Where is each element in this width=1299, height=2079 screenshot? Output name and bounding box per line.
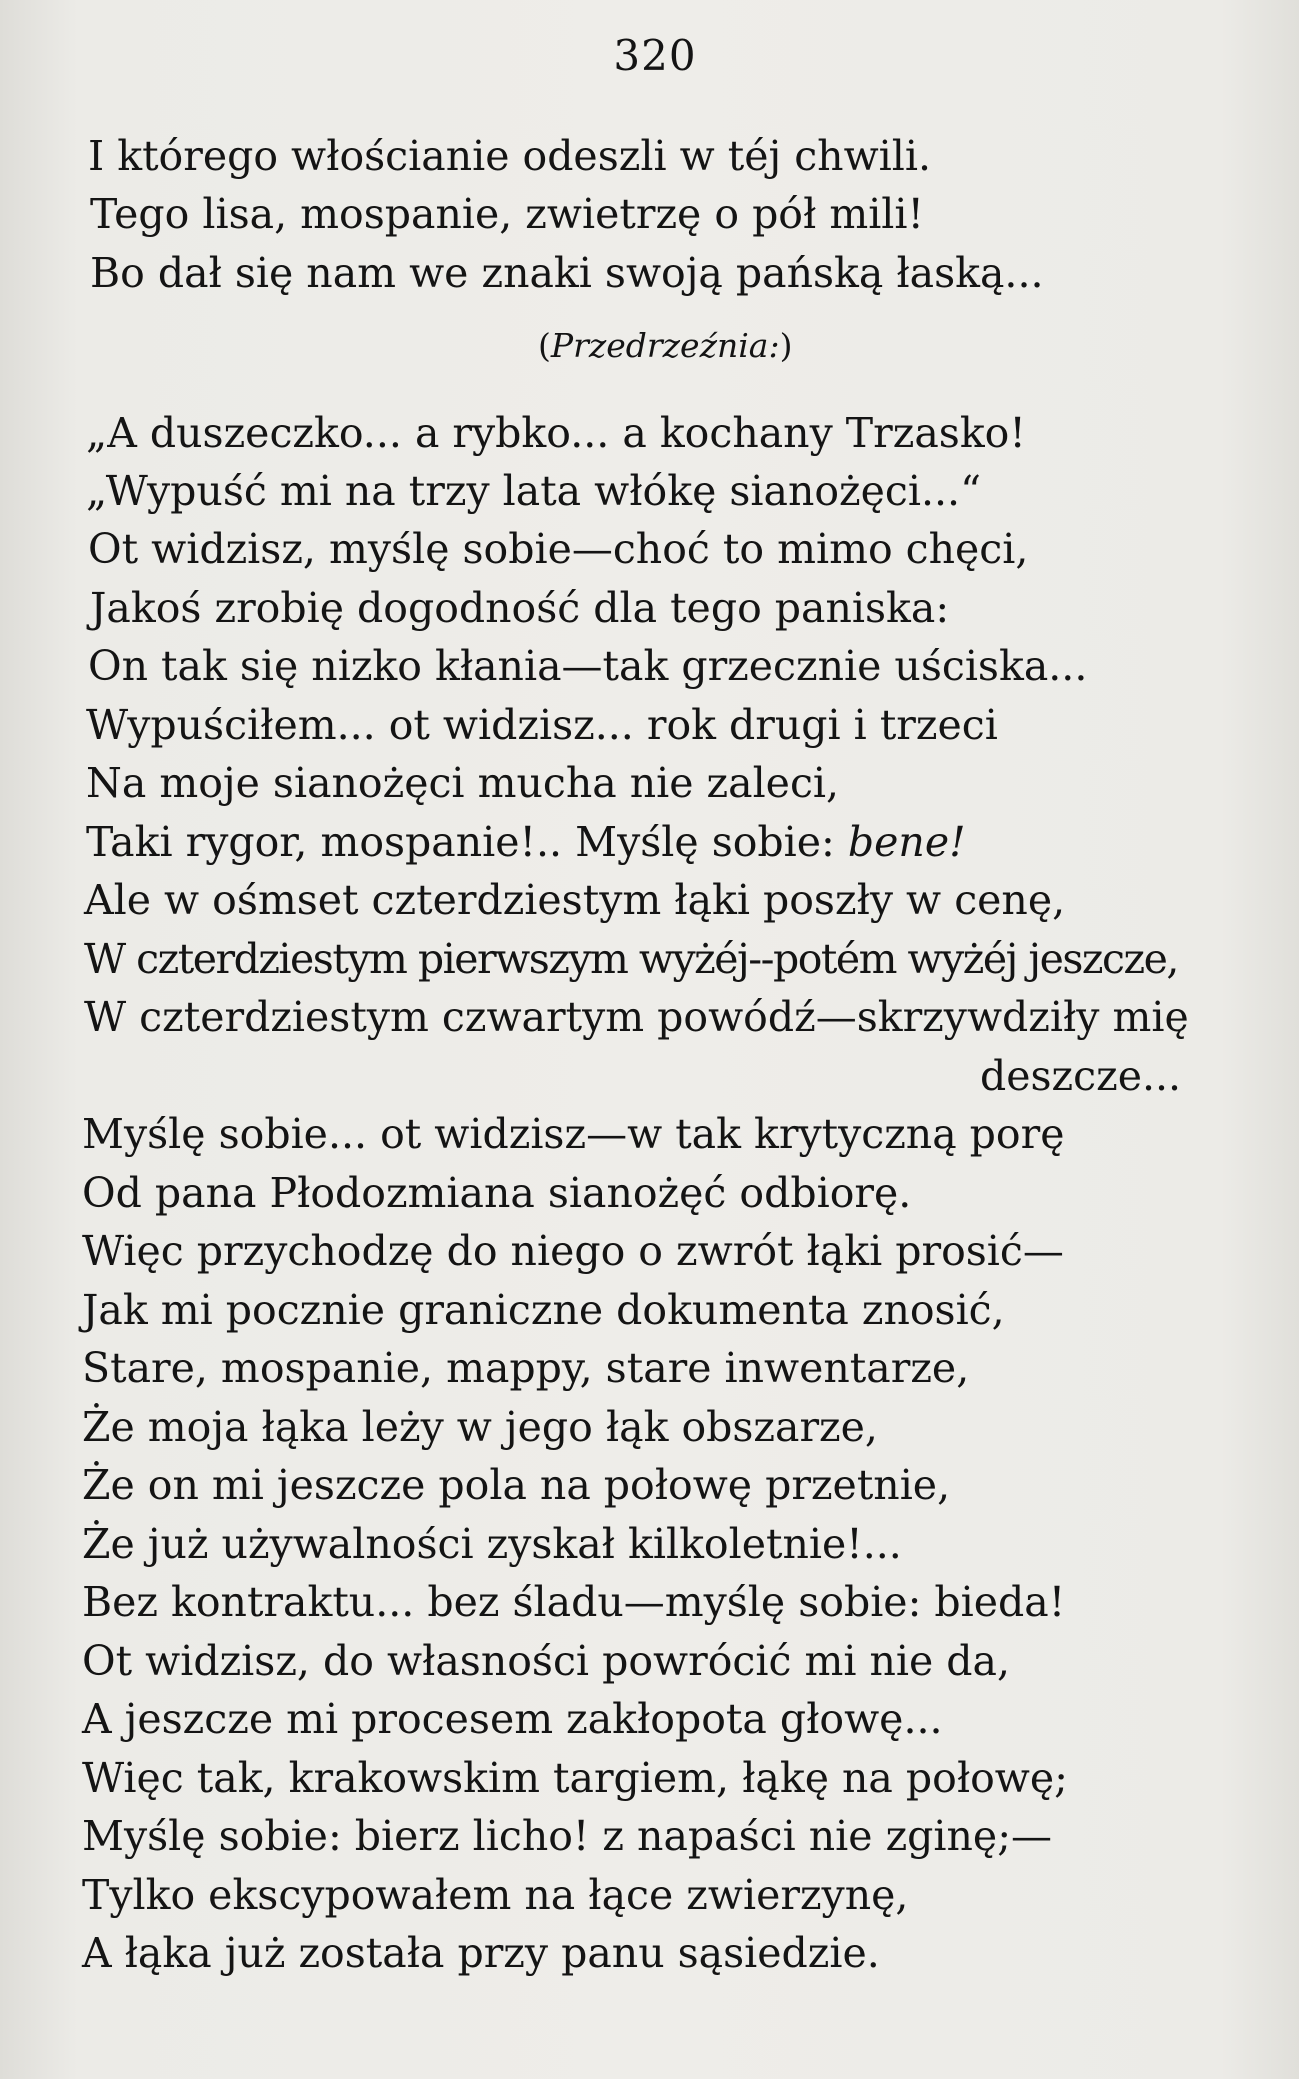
verse-line-12: Ale w ośmset czterdziestym łąki poszły w cenę,: [84, 876, 1066, 924]
verse-line-10: Na moje sianożęci mucha nie zaleci,: [86, 759, 840, 807]
verse-line-19: Stare, mospanie, mappy, stare inwentarze,: [82, 1344, 970, 1392]
verse-line-29: A łąka już została przy panu sąsiedzie.: [82, 1929, 880, 1977]
verse-line-24: Ot widzisz, do własności powrócić mi nie da,: [82, 1637, 1011, 1685]
verse-line-1: I którego włościanie odeszli w téj chwili.: [88, 132, 932, 180]
verse-line-2: Tego lisa, mospanie, zwietrzę o pół mili!: [90, 190, 925, 238]
verse-line-17: Więc przychodzę do niego o zwrót łąki prosić—: [82, 1227, 1064, 1275]
verse-line-14: W czterdziestym czwartym powódź—skrzywdziły mię: [84, 993, 1189, 1041]
verse-line-27: Myślę sobie: bierz licho! z napaści nie zginę;—: [82, 1812, 1053, 1860]
verse-line-26: Więc tak, krakowskim targiem, łąkę na połowę;: [82, 1754, 1068, 1802]
verse-line-15: Myślę sobie... ot widzisz—w tak krytyczną porę: [82, 1110, 1065, 1158]
verse-line-8: On tak się nizko kłania—tak grzecznie uściska...: [88, 642, 1088, 690]
verse-line-7: Jakoś zrobię dogodność dla tego paniska:: [90, 584, 950, 632]
verse-line-23: Bez kontraktu... bez śladu—myślę sobie: bieda!: [82, 1578, 1066, 1626]
verse-line-22: Że już używalności zyskał kilkoletnie!...: [82, 1520, 902, 1568]
verse-line-28: Tylko ekscypowałem na łące zwierzynę,: [82, 1871, 909, 1919]
verse-line-25: A jeszcze mi procesem zakłopota głowę...: [82, 1695, 943, 1743]
verse-line-16: Od pana Płodozmiana sianożęć odbiorę.: [82, 1169, 912, 1217]
verse-line-14-continuation: deszcze...: [980, 1052, 1182, 1100]
verse-line-5: „Wypuść mi na trzy lata włókę sianożęci...“: [86, 467, 982, 515]
verse-line-6: Ot widzisz, myślę sobie—choć to mimo chęci,: [88, 525, 1029, 573]
verse-line-4: „A duszeczko... a rybko... a kochany Trzasko!: [86, 409, 1026, 457]
verse-line-9: Wypuściłem... ot widzisz... rok drugi i trzeci: [86, 701, 998, 749]
italic-latin-word: bene!: [847, 818, 966, 866]
page-number: 320: [613, 31, 697, 80]
stage-direction-text: Przedrzeźnia:: [550, 326, 780, 365]
verse-line-11: [86, 814, 966, 870]
verse-line-13: W czterdziestym pierwszym wyżéj--potém wyżéj jeszcze,: [84, 935, 1178, 983]
verse-line-11-text: Taki rygor, mospanie!.. Myślę sobie:: [86, 818, 835, 866]
verse-line-20: Że moja łąka leży w jego łąk obszarze,: [82, 1403, 878, 1451]
verse-line-3: Bo dał się nam we znaki swoją pańską łaską...: [90, 249, 1044, 297]
verse-line-21: Że on mi jeszcze pola na połowę przetnie,: [82, 1461, 951, 1509]
stage-direction: (Przedrzeźnia:): [538, 326, 793, 365]
verse-line-18: Jak mi pocznie graniczne dokumenta znosić,: [82, 1286, 1005, 1334]
